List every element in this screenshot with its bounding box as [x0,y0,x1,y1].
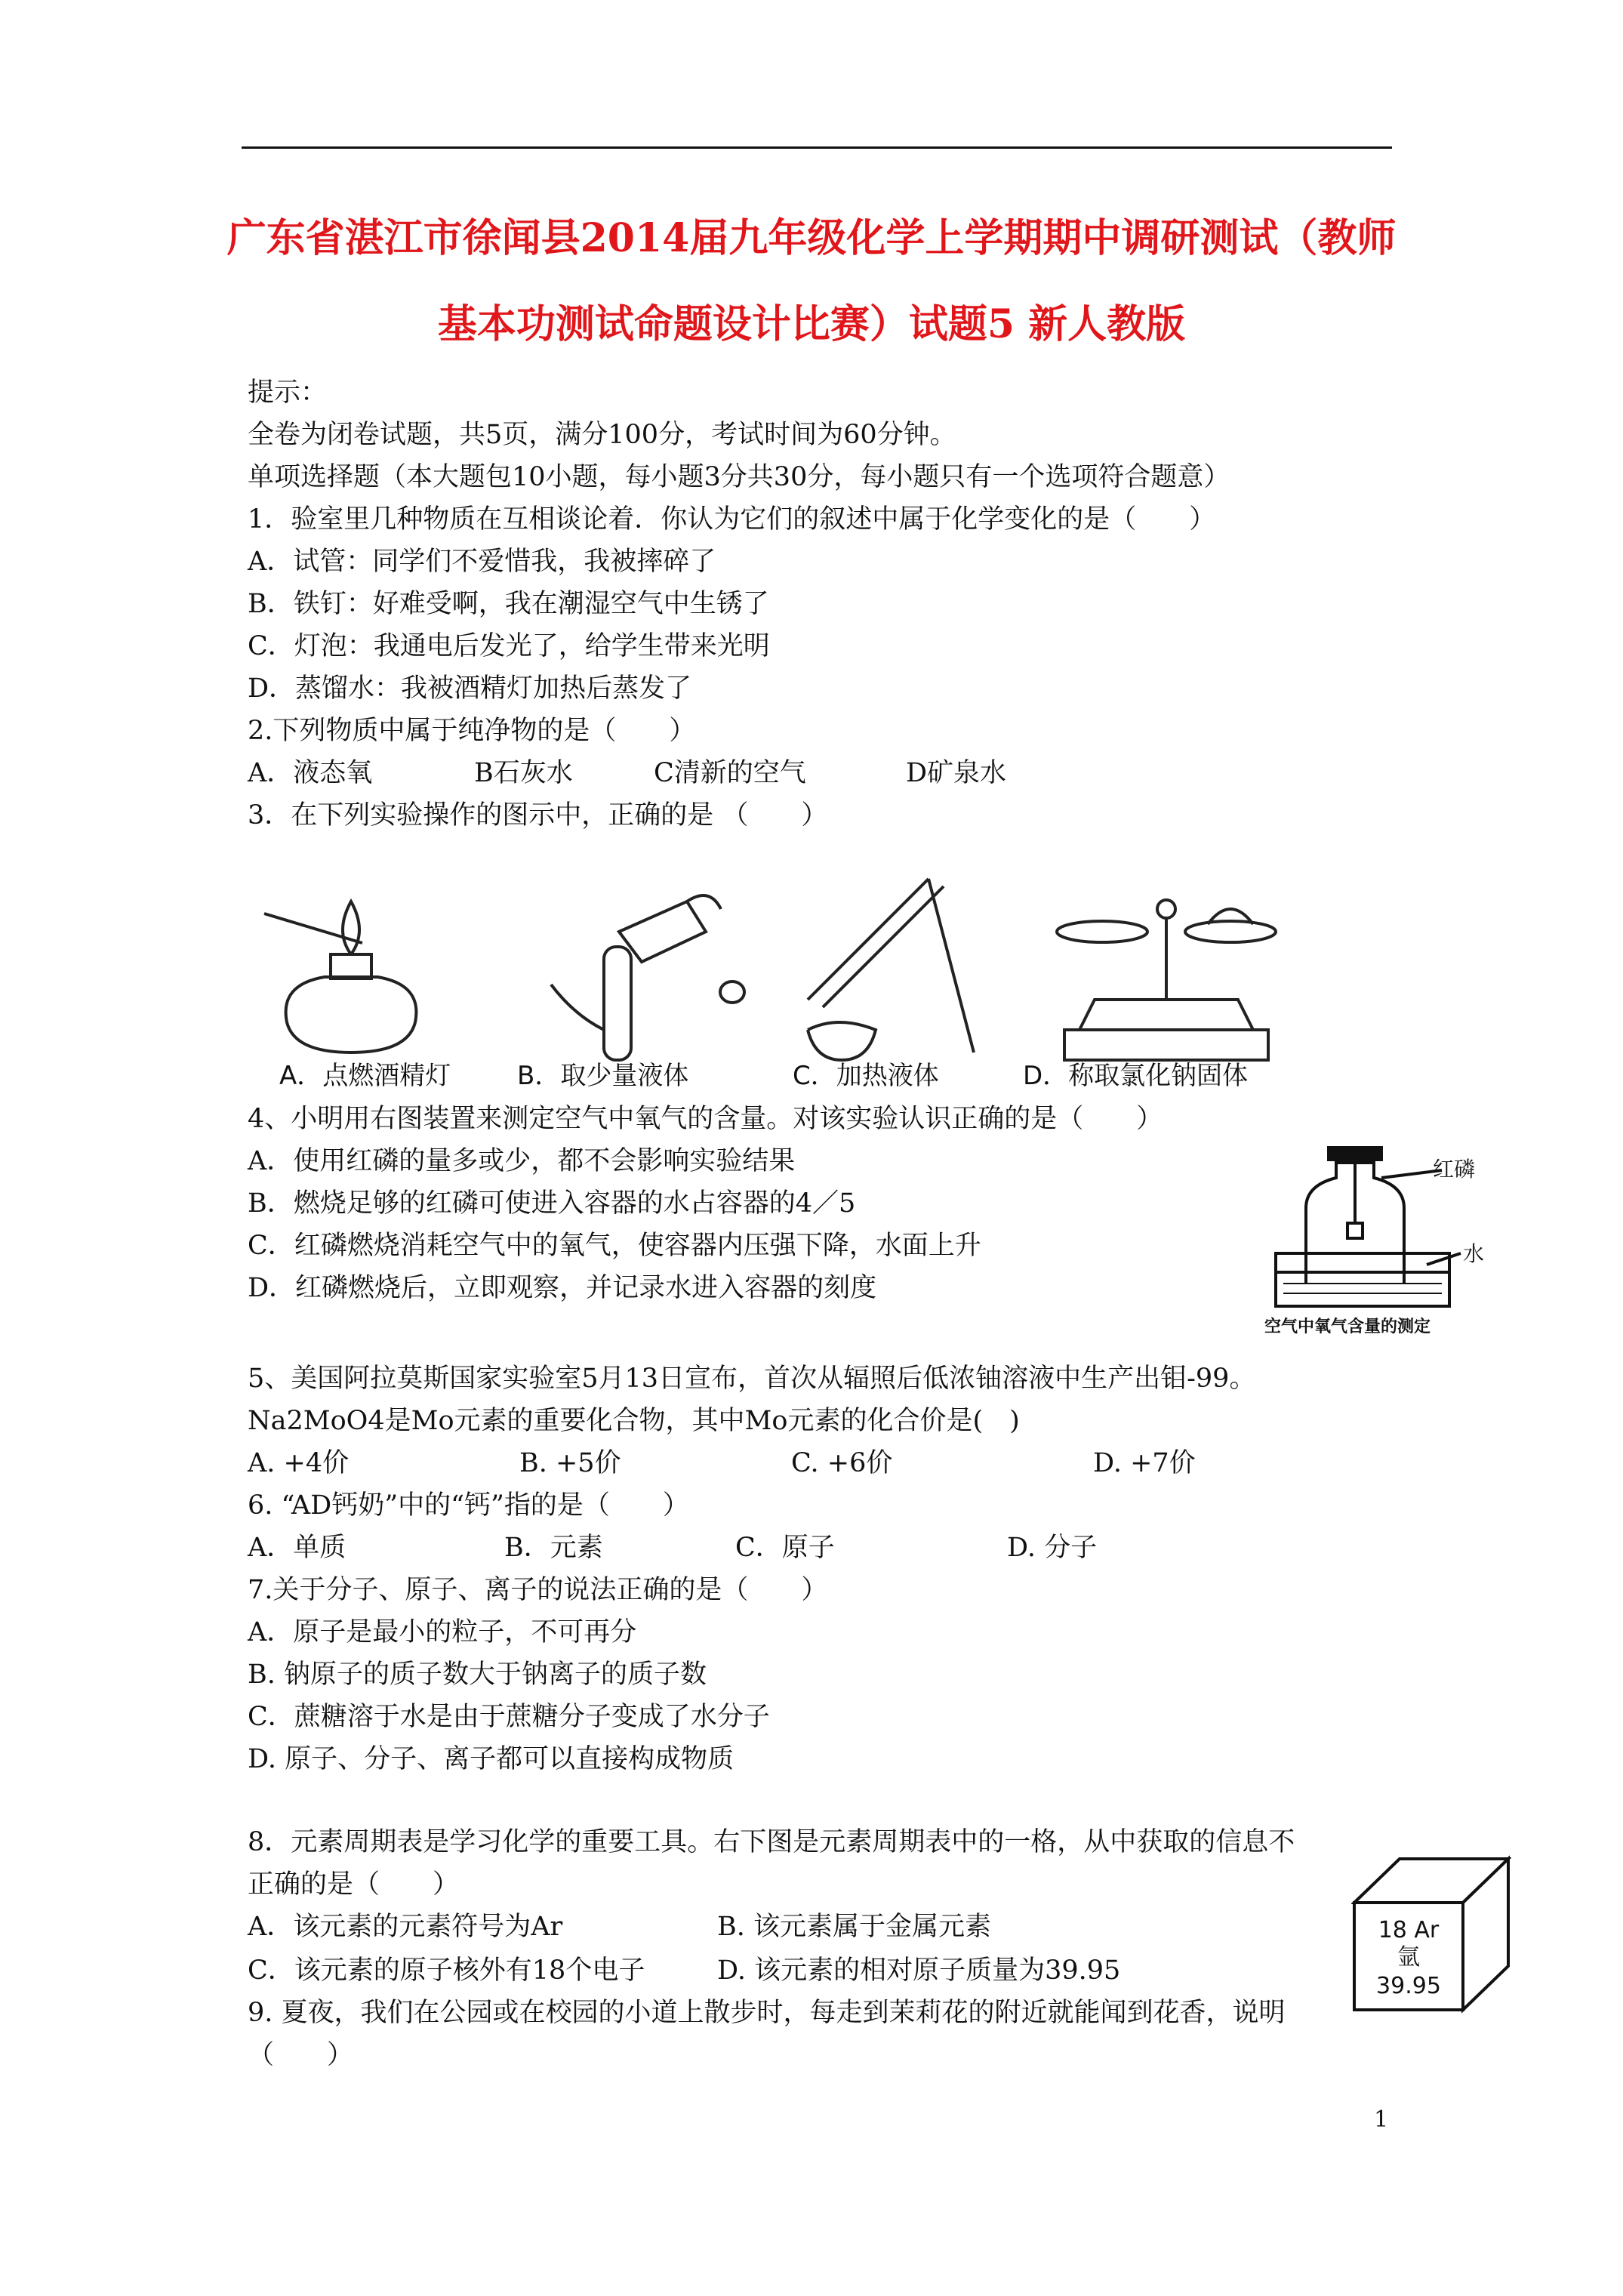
q4-option-b: B．燃烧足够的红磷可使进入容器的水占容器的4／5 [248,1188,856,1219]
header-rule [242,146,1392,149]
q4-option-d: D．红磷燃烧后，立即观察，并记录水进入容器的刻度 [248,1273,877,1303]
title-line-2: 基本功测试命题设计比赛）试题5 新人教版 [437,301,1186,347]
exam-note: 全卷为闭卷试题，共5页，满分100分，考试时间为60分钟。 [248,420,956,450]
q7-stem: 7.关于分子、原子、离子的说法正确的是（ ） [248,1575,828,1605]
title-line-1: 广东省湛江市徐闻县2014届九年级化学上学期期中调研测试（教师 [226,215,1397,261]
q8-option-c: C．该元素的原子核外有18个电子 [248,1955,645,1986]
q5-option-b: B. +5价 [519,1448,621,1478]
q4-figure-caption: 空气中氧气含量的测定 [1264,1318,1431,1336]
q9-stem-2: （ ） [248,2040,354,2070]
q1-option-d: D．蒸馏水：我被酒精灯加热后蒸发了 [248,673,692,704]
q5-stem-1: 5、美国阿拉莫斯国家实验室5月13日宣布，首次从辐照后低浓铀溶液中生产出钼-99。 [248,1364,1256,1394]
q2-option-a: A．液态氧 [248,758,373,788]
q8-option-d: D. 该元素的相对原子质量为39.95 [717,1955,1121,1986]
element-cell-figure [1351,1854,1511,2016]
q8-stem-2: 正确的是（ ） [248,1869,460,1900]
q9-stem-1: 9. 夏夜，我们在公园或在校园的小道上散步时，每走到茉莉花的附近就能闻到花香，说明 [248,1998,1286,2028]
q3-figure [249,849,1283,1093]
q6-stem: 6. “AD钙奶”中的“钙”指的是（ ） [248,1490,689,1521]
q3-caption-a: A．点燃酒精灯 [279,1061,451,1091]
element-atomic-mass: 39.95 [1376,1973,1441,1999]
hint-label: 提示： [248,378,328,408]
q2-option-d: D矿泉水 [906,758,1007,788]
element-number-symbol: 18 Ar [1378,1917,1440,1943]
q4-label-red-phosphorus: 红磷 [1433,1157,1476,1182]
q4-option-c: C．红磷燃烧消耗空气中的氧气，使容器内压强下降，水面上升 [248,1231,981,1261]
q5-option-d: D. +7价 [1093,1448,1196,1478]
q4-label-water: 水 [1463,1241,1485,1266]
test-tube-pour-icon [551,895,744,1060]
balance-icon [1057,900,1276,1060]
q6-option-c: C．原子 [735,1533,835,1563]
q3-caption-b: B．取少量液体 [517,1061,689,1091]
q3-caption-c: C．加热液体 [793,1061,939,1091]
heating-tube-icon [808,879,974,1060]
q4-option-a: A．使用红磷的量多或少，都不会影响实验结果 [248,1146,796,1176]
q4-figure [1261,1140,1495,1341]
q7-option-a: A．原子是最小的粒子，不可再分 [248,1617,637,1647]
q7-option-d: D. 原子、分子、离子都可以直接构成物质 [248,1744,735,1774]
alcohol-lamp-icon [264,901,416,1052]
q1-option-c: C．灯泡：我通电后发光了，给学生带来光明 [248,631,770,661]
q1-option-b: B．铁钉：好难受啊，我在潮湿空气中生锈了 [248,589,769,619]
q8-stem-1: 8．元素周期表是学习化学的重要工具。右下图是元素周期表中的一格，从中获取的信息不 [248,1827,1295,1857]
q5-option-a: A. +4价 [248,1448,350,1478]
q6-option-a: A．单质 [248,1533,346,1563]
q2-option-c: C清新的空气 [654,758,806,788]
q5-option-c: C. +6价 [791,1448,893,1478]
q1-stem: 1．验室里几种物质在互相谈论着．你认为它们的叙述中属于化学变化的是（ ） [248,504,1216,535]
q8-option-b: B. 该元素属于金属元素 [717,1912,991,1942]
q5-stem-2: Na2MoO4是Mo元素的重要化合物，其中Mo元素的化合价是( ) [248,1406,1020,1436]
q6-option-b: B．元素 [504,1533,603,1563]
q1-option-a: A．试管：同学们不爱惜我，我被摔碎了 [248,547,716,577]
q2-option-b: B石灰水 [474,758,573,788]
q2-stem: 2.下列物质中属于纯净物的是（ ） [248,716,696,746]
page-number: 1 [1374,2106,1389,2133]
q3-caption-d: D．称取氯化钠固体 [1023,1061,1249,1091]
q7-option-c: C．蔗糖溶于水是由于蔗糖分子变成了水分子 [248,1702,770,1732]
section-heading: 单项选择题（本大题包10小题，每小题3分共30分，每小题只有一个选项符合题意） [248,462,1230,492]
element-name: 氩 [1397,1944,1420,1971]
q3-stem: 3．在下列实验操作的图示中，正确的是 （ ） [248,800,828,831]
q4-stem: 4、小明用右图装置来测定空气中氧气的含量。对该实验认识正确的是（ ） [248,1104,1163,1134]
q6-option-d: D. 分子 [1007,1533,1098,1563]
q8-option-a: A．该元素的元素符号为Ar [248,1912,563,1942]
q7-option-b: B. 钠原子的质子数大于钠离子的质子数 [248,1660,707,1690]
